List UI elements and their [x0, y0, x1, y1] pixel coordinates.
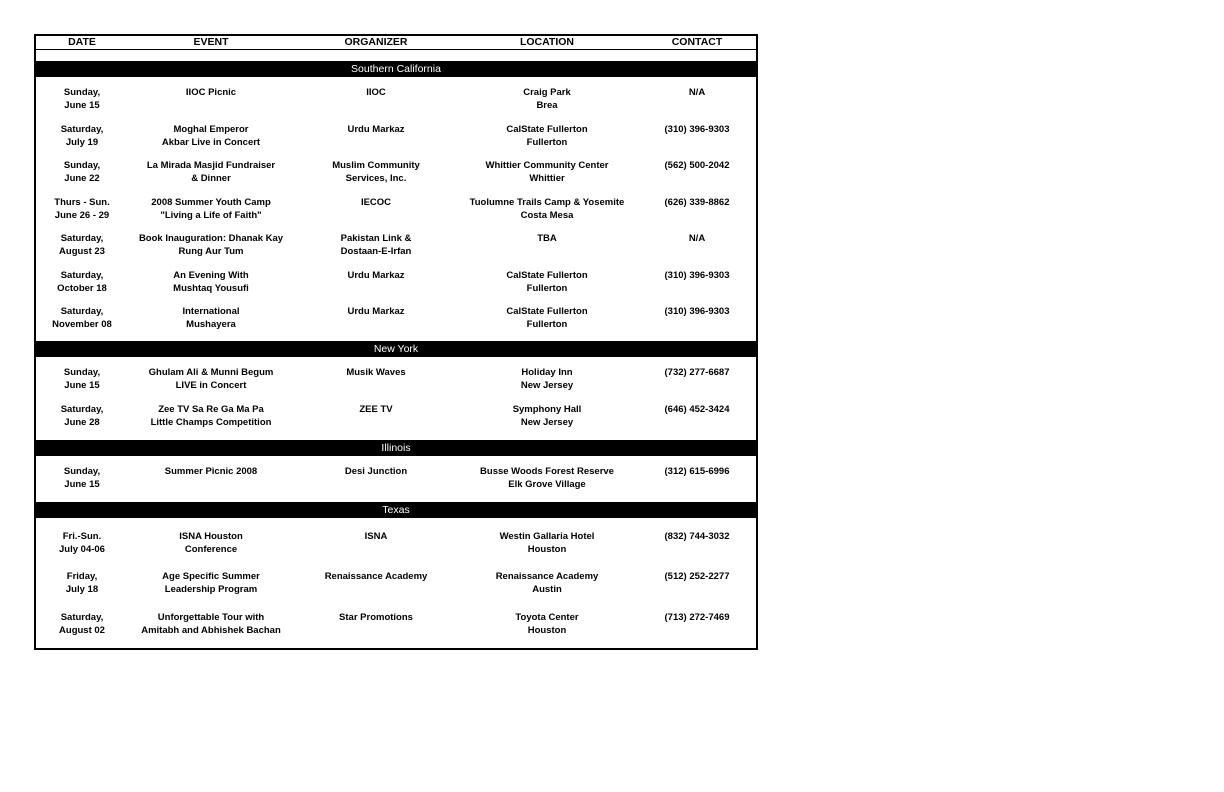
date-line: Saturday, [60, 612, 104, 623]
organizer-line: Dostaan-E-Irfan [340, 245, 412, 257]
date-line: Sunday, [63, 367, 101, 378]
location-cell [496, 571, 599, 596]
event-cell [162, 571, 260, 596]
date-line: Fri.-Sun. [62, 531, 102, 542]
location-line: Fullerton [526, 282, 568, 294]
column-header-event: EVENT [193, 36, 229, 48]
organizer-cell [365, 531, 388, 544]
event-line: Summer Picnic 2008 [164, 466, 258, 477]
location-line: Austin [532, 583, 562, 595]
organizer-cell [347, 306, 404, 319]
location-line: Elk Grove Village [508, 478, 586, 490]
organizer-line: Services, Inc. [345, 172, 407, 184]
date-line: June 15 [64, 379, 100, 391]
organizer-line: Musik Waves [346, 367, 406, 378]
event-line: Amitabh and Abhishek Bachan [141, 624, 281, 636]
contact-cell [665, 571, 730, 584]
organizer-line: Urdu Markaz [347, 270, 405, 281]
date-line: July 18 [65, 583, 99, 595]
location-cell [506, 306, 587, 331]
location-cell [486, 160, 609, 185]
event-line: LIVE in Concert [175, 379, 247, 391]
event-line: La Mirada Masjid Fundraiser [146, 160, 276, 171]
contact-line: (646) 452-3424 [664, 404, 730, 415]
organizer-cell [347, 124, 404, 137]
location-line: Costa Mesa [520, 209, 574, 221]
contact-cell [689, 233, 705, 246]
location-line: Symphony Hall [512, 404, 582, 415]
date-line: June 22 [64, 172, 100, 184]
event-line: IIOC Picnic [185, 87, 237, 98]
contact-line: (310) 396-9303 [664, 270, 730, 281]
location-line: Fullerton [526, 136, 568, 148]
organizer-line: Desi Junction [344, 466, 408, 477]
organizer-line: Urdu Markaz [347, 306, 405, 317]
organizer-cell [366, 87, 386, 100]
location-cell [523, 87, 571, 112]
organizer-line: Renaissance Academy [324, 571, 428, 582]
date-line: August 23 [59, 245, 105, 257]
organizer-line: IIOC [366, 87, 386, 98]
location-line: TBA [537, 233, 557, 244]
date-cell [66, 571, 98, 596]
event-cell [151, 197, 271, 222]
date-line: Sunday, [63, 466, 101, 477]
contact-cell [665, 270, 730, 283]
date-cell [57, 270, 107, 295]
date-cell [54, 197, 109, 222]
location-line: Houston [527, 543, 567, 555]
event-cell [186, 87, 236, 100]
contact-cell [665, 160, 730, 173]
date-line: Friday, [66, 571, 98, 582]
event-line: "Living a Life of Faith" [160, 209, 262, 221]
column-header-organizer: ORGANIZER [344, 36, 408, 48]
contact-cell [665, 367, 730, 380]
contact-line: (310) 396-9303 [664, 124, 730, 135]
contact-line: (713) 272-7469 [664, 612, 730, 623]
contact-line: N/A [688, 233, 706, 244]
organizer-cell [339, 612, 413, 625]
date-line: October 18 [57, 282, 107, 294]
organizer-cell [332, 160, 420, 185]
event-cell [147, 160, 275, 185]
location-cell [470, 197, 625, 222]
location-line: Toyota Center [515, 612, 579, 623]
date-line: Sunday, [63, 160, 101, 171]
date-cell [52, 306, 112, 331]
location-cell [480, 466, 614, 491]
event-cell [162, 124, 260, 149]
event-cell [165, 466, 257, 479]
event-line: Rung Aur Tum [178, 245, 244, 257]
event-cell [151, 404, 272, 429]
organizer-line: Muslim Community [332, 160, 420, 171]
event-line: Ghulam Ali & Munni Begum [148, 367, 274, 378]
contact-cell [689, 87, 705, 100]
location-line: CalState Fullerton [506, 124, 588, 135]
event-line: Mushtaq Yousufi [173, 282, 249, 294]
date-line: July 04-06 [59, 543, 105, 555]
event-cell [173, 270, 249, 295]
date-cell [61, 124, 104, 149]
contact-line: (312) 615-6996 [664, 466, 730, 477]
contact-cell [665, 124, 730, 137]
date-cell [64, 466, 100, 491]
location-line: New Jersey [520, 379, 574, 391]
date-line: Saturday, [60, 270, 104, 281]
event-line: ISNA Houston [179, 531, 243, 542]
event-line: Mushayera [186, 318, 236, 330]
location-line: Busse Woods Forest Reserve [480, 466, 614, 477]
event-cell [179, 531, 243, 556]
column-header-date: DATE [68, 36, 96, 48]
event-cell [149, 367, 274, 392]
location-line: CalState Fullerton [506, 270, 588, 281]
contact-cell [665, 404, 730, 417]
organizer-line: ISNA [364, 531, 388, 542]
contact-line: (732) 277-6687 [664, 367, 730, 378]
organizer-line: Star Promotions [339, 612, 413, 623]
location-line: CalState Fullerton [506, 306, 588, 317]
organizer-cell [347, 270, 404, 283]
event-cell [139, 233, 283, 258]
event-cell [141, 612, 281, 637]
contact-cell [665, 466, 730, 479]
section-header: Illinois [36, 440, 756, 456]
date-line: Saturday, [60, 404, 104, 415]
date-cell [64, 87, 100, 112]
event-line: International [182, 306, 240, 317]
section-header: New York [36, 341, 756, 357]
contact-cell [665, 197, 730, 210]
location-line: Brea [536, 99, 558, 111]
location-cell [506, 270, 587, 295]
date-line: August 02 [59, 624, 105, 636]
event-line: Akbar Live in Concert [161, 136, 261, 148]
event-line: Unforgettable Tour with [157, 612, 265, 623]
organizer-cell [359, 404, 392, 417]
contact-cell [665, 306, 730, 319]
organizer-cell [325, 571, 428, 584]
date-line: Thurs - Sun. [54, 197, 110, 208]
location-cell [513, 404, 582, 429]
contact-line: (512) 252-2277 [664, 571, 730, 582]
date-cell [64, 160, 100, 185]
event-line: An Evening With [173, 270, 249, 281]
location-cell [515, 612, 578, 637]
date-cell [64, 367, 100, 392]
date-line: November 08 [52, 318, 112, 330]
location-line: New Jersey [520, 416, 574, 428]
date-line: June 26 - 29 [54, 209, 110, 221]
location-line: Craig Park [523, 87, 571, 98]
location-line: Tuolumne Trails Camp & Yosemite [469, 197, 625, 208]
date-line: Sunday, [63, 87, 101, 98]
organizer-cell [341, 233, 412, 258]
location-line: Westin Gallaria Hotel [499, 531, 595, 542]
event-line: Little Champs Competition [150, 416, 272, 428]
date-cell [59, 612, 105, 637]
contact-cell [665, 531, 730, 544]
date-line: Saturday, [60, 306, 104, 317]
date-cell [61, 404, 104, 429]
date-line: June 28 [64, 416, 100, 428]
organizer-cell [346, 367, 405, 380]
event-line: Zee TV Sa Re Ga Ma Pa [158, 404, 264, 415]
date-cell [59, 531, 105, 556]
date-line: Saturday, [60, 124, 104, 135]
event-line: Moghal Emperor [173, 124, 249, 135]
event-line: Conference [184, 543, 238, 555]
contact-line: (832) 744-3032 [664, 531, 730, 542]
events-table [34, 34, 758, 650]
organizer-cell [361, 197, 391, 210]
date-cell [59, 233, 105, 258]
location-cell [537, 233, 557, 246]
date-line: July 19 [65, 136, 99, 148]
event-line: Leadership Program [164, 583, 258, 595]
event-line: & Dinner [191, 172, 231, 184]
location-line: Whittier Community Center [485, 160, 609, 171]
organizer-line: Urdu Markaz [347, 124, 405, 135]
contact-line: (310) 396-9303 [664, 306, 730, 317]
location-cell [521, 367, 573, 392]
contact-line: (562) 500-2042 [664, 160, 730, 171]
contact-line: (626) 339-8862 [664, 197, 730, 208]
organizer-line: IECOC [360, 197, 392, 208]
column-header-contact: CONTACT [671, 36, 723, 48]
location-line: Holiday Inn [521, 367, 573, 378]
column-header-location: LOCATION [519, 36, 575, 48]
date-line: June 15 [64, 99, 100, 111]
event-line: Age Specific Summer [162, 571, 260, 582]
event-cell [182, 306, 239, 331]
location-cell [506, 124, 587, 149]
location-line: Whittier [529, 172, 565, 184]
organizer-line: Pakistan Link & [340, 233, 412, 244]
location-line: Houston [527, 624, 567, 636]
section-header: Texas [36, 502, 756, 518]
contact-line: N/A [688, 87, 706, 98]
event-line: 2008 Summer Youth Camp [151, 197, 271, 208]
location-line: Renaissance Academy [495, 571, 599, 582]
date-line: June 15 [64, 478, 100, 490]
event-line: Book Inauguration: Dhanak Kay [138, 233, 284, 244]
organizer-cell [345, 466, 407, 479]
location-cell [500, 531, 595, 556]
contact-cell [665, 612, 730, 625]
table-header [36, 36, 756, 50]
section-header: Southern California [36, 61, 756, 77]
organizer-line: ZEE TV [359, 404, 393, 415]
location-line: Fullerton [526, 318, 568, 330]
date-line: Saturday, [60, 233, 104, 244]
